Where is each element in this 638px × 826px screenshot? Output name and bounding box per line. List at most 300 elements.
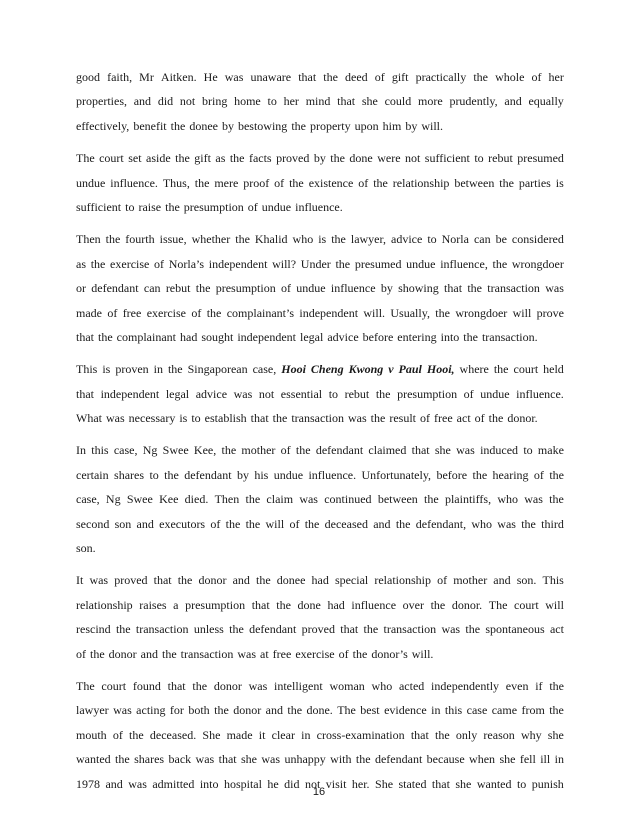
word: Then [214, 492, 240, 507]
word: by [313, 151, 326, 166]
word: induced [480, 443, 519, 458]
paragraph [76, 65, 564, 138]
word: presumed [354, 256, 402, 271]
word: he [267, 776, 279, 791]
word: defendant [249, 622, 297, 637]
word: special [334, 573, 369, 588]
word: had [327, 597, 345, 612]
word: Kee, [193, 443, 217, 458]
word: unhappy [284, 752, 326, 767]
word: who [497, 492, 518, 507]
word: is [102, 362, 111, 377]
word: It [76, 573, 84, 588]
word: over [402, 597, 424, 612]
word: who [371, 678, 393, 693]
word: the [164, 467, 179, 482]
word: the [225, 516, 241, 531]
word: Kee [159, 492, 179, 507]
word: the [256, 573, 271, 588]
word: will. [411, 646, 434, 661]
word: the [192, 678, 208, 693]
word: case, [252, 362, 277, 377]
text-line [76, 146, 564, 170]
word: where [459, 362, 489, 377]
word: undue [480, 386, 510, 401]
word: lawyer, [350, 232, 387, 247]
word: transaction [135, 622, 189, 637]
word: of [420, 411, 431, 426]
word: the [499, 175, 514, 190]
word: Kwong [348, 362, 384, 377]
word: be [495, 232, 507, 247]
text-line [76, 301, 564, 325]
word: independent [100, 386, 160, 401]
word: hearing [492, 467, 529, 482]
word: defendant [91, 281, 139, 296]
word: of [112, 727, 123, 742]
word: fourth [125, 232, 155, 247]
word: of [76, 646, 86, 661]
word: him [382, 118, 402, 133]
text-line [76, 114, 564, 138]
word: even [505, 678, 529, 693]
word: punish [531, 776, 564, 791]
word: by [221, 118, 234, 133]
word: hospital [223, 776, 262, 791]
word: shares [114, 467, 145, 482]
word: to [191, 411, 201, 426]
word: will [265, 516, 285, 531]
paragraph [76, 227, 564, 349]
word: of [274, 175, 285, 190]
word: the [289, 175, 304, 190]
word: free [272, 646, 292, 661]
word: case [466, 703, 488, 718]
word: the [304, 516, 320, 531]
word: mouth [76, 727, 107, 742]
word: admitted [152, 776, 195, 791]
word: in [153, 362, 163, 377]
word: and [504, 94, 522, 109]
word: the [214, 703, 229, 718]
word: the [430, 597, 446, 612]
word: the [245, 516, 261, 531]
word: the [335, 256, 351, 271]
word: undue [273, 467, 304, 482]
word: complainant’s [226, 305, 295, 320]
word: the [221, 443, 237, 458]
word: or [76, 281, 86, 296]
word: reason [483, 727, 515, 742]
word: had [311, 573, 329, 588]
word: Singaporean [187, 362, 248, 377]
word: case, [76, 492, 100, 507]
word: presumption [215, 281, 276, 296]
text-line [76, 406, 564, 430]
word: the [165, 199, 180, 214]
word: the [370, 411, 386, 426]
word: to [474, 151, 484, 166]
word: was [106, 411, 125, 426]
word: Then [76, 232, 101, 247]
word: mother [241, 443, 276, 458]
word: son [114, 516, 132, 531]
word: the [195, 281, 211, 296]
word: to [328, 386, 339, 401]
word: of [531, 70, 542, 84]
word: evidence [384, 703, 427, 718]
word: case, [113, 443, 138, 458]
word: the [363, 622, 379, 637]
word: Thus, [162, 175, 190, 190]
word: was [497, 516, 516, 531]
word: relationship [76, 597, 133, 612]
word: the [245, 492, 261, 507]
paragraph-gap [76, 560, 564, 568]
word: acted [398, 678, 425, 693]
word: the [323, 70, 338, 84]
word: that [251, 597, 270, 612]
word: deceased [324, 516, 368, 531]
word: aside [146, 151, 171, 166]
text-line [76, 227, 564, 251]
word: transaction [383, 622, 437, 637]
word: had [180, 329, 198, 344]
word: undue [406, 256, 436, 271]
word: the [206, 305, 222, 320]
word: she [361, 94, 378, 109]
word: bring [202, 94, 228, 109]
word: issue, [159, 232, 187, 247]
word: whether [191, 232, 231, 247]
word: the [272, 411, 288, 426]
word: second [76, 516, 110, 531]
word: Paul [398, 362, 422, 377]
word: in [301, 727, 311, 742]
word: by [236, 467, 249, 482]
word: the [549, 467, 564, 482]
text-line [76, 89, 564, 113]
word: she [434, 443, 451, 458]
word: the [177, 573, 193, 588]
word: that [153, 573, 172, 588]
word: Under [300, 256, 331, 271]
word: relationship [374, 573, 432, 588]
word: not [179, 94, 196, 109]
word: in [431, 703, 441, 718]
word: she [241, 752, 257, 767]
word: of [280, 443, 291, 458]
word: of [210, 516, 221, 531]
word: What [76, 411, 102, 426]
word: good [76, 70, 100, 84]
word: third [541, 516, 564, 531]
word: rebut [488, 151, 513, 166]
word: the [98, 329, 113, 344]
text-line [76, 723, 564, 747]
word: proved [301, 622, 335, 637]
word: that [411, 443, 430, 458]
paragraph [76, 146, 564, 219]
word: transaction [291, 411, 344, 426]
text-line [76, 568, 564, 592]
word: that [250, 411, 269, 426]
word: that [218, 752, 237, 767]
word: mere [214, 175, 239, 190]
word: the [352, 646, 368, 661]
word: Norla [441, 232, 469, 247]
word: Hooi [281, 362, 306, 377]
word: influence. [516, 386, 564, 401]
word: equally [528, 94, 564, 109]
word: 1978 [76, 776, 100, 791]
word: Mr [139, 70, 154, 84]
word: was [113, 703, 132, 718]
text-line [76, 382, 564, 406]
word: is [318, 232, 327, 247]
word: independent [299, 305, 359, 320]
paragraph [76, 568, 564, 666]
word: a [173, 597, 179, 612]
word: not [404, 151, 421, 166]
word: and [232, 573, 250, 588]
word: donee [189, 118, 218, 133]
word: was [237, 646, 256, 661]
word: claim [266, 492, 294, 507]
word: will [512, 305, 532, 320]
word: the [472, 467, 488, 482]
paragraph-gap [76, 219, 564, 227]
word: her [548, 70, 564, 84]
word: home [234, 94, 261, 109]
word: by [380, 281, 393, 296]
word: independent [237, 329, 296, 344]
paragraph-gap [76, 349, 564, 357]
word: visit [325, 776, 347, 791]
word: the [331, 232, 346, 247]
word: influence [330, 281, 376, 296]
word: who [292, 232, 314, 247]
word: stated [398, 776, 427, 791]
word: advice [327, 329, 359, 344]
word: donor. [507, 411, 538, 426]
word: proved [114, 573, 148, 588]
word: presumption [185, 597, 246, 612]
word: into [440, 329, 460, 344]
word: showing [398, 281, 439, 296]
word: prudently, [449, 94, 498, 109]
word: set [128, 151, 142, 166]
word: prove [536, 305, 564, 320]
word: the [424, 492, 439, 507]
word: defendant [315, 443, 364, 458]
word: raises [139, 597, 167, 612]
word: of [463, 386, 474, 401]
word: at [260, 646, 269, 661]
word: is [179, 411, 188, 426]
word: son. [76, 541, 96, 556]
word: advice [391, 232, 423, 247]
word: acting [136, 703, 166, 718]
word: to [523, 443, 533, 458]
word: was [233, 386, 253, 401]
word: why [520, 727, 542, 742]
word: the [549, 492, 564, 507]
word: was [348, 411, 367, 426]
word: the [175, 151, 190, 166]
word: mother [453, 573, 488, 588]
word: upon [354, 118, 379, 133]
word: when [469, 752, 496, 767]
word: undue [76, 175, 106, 190]
word: donor [198, 573, 227, 588]
word: the [105, 232, 121, 247]
word: if [535, 678, 543, 693]
paragraph [76, 438, 564, 560]
word: Khalid [254, 232, 288, 247]
paragraph-gap [76, 138, 564, 146]
word: donor. [451, 597, 483, 612]
word: court [514, 597, 539, 612]
word: both [188, 703, 210, 718]
word: influence, [440, 256, 488, 271]
word: who [471, 516, 493, 531]
word: to [125, 199, 135, 214]
word: it [258, 727, 266, 742]
word: rebut [165, 281, 191, 296]
word: sought [201, 329, 234, 344]
word: of [191, 305, 202, 320]
word: sufficient [76, 199, 122, 214]
word: deed [345, 70, 368, 84]
word: Hooi, [426, 362, 455, 377]
word: presumed [517, 151, 564, 166]
word: more [418, 94, 443, 109]
word: the [291, 118, 306, 133]
word: that [298, 70, 317, 84]
word: wrongdoer [511, 256, 564, 271]
word: between [377, 492, 418, 507]
word: wrongdoer [455, 305, 508, 320]
word: that [431, 776, 450, 791]
word: rebut [344, 386, 370, 401]
word: with [330, 752, 352, 767]
word: defendant, [415, 516, 467, 531]
word: the [235, 232, 250, 247]
word: influence. [110, 175, 158, 190]
word: son. [516, 573, 537, 588]
word: legal [165, 386, 190, 401]
word: donor [213, 678, 242, 693]
word: exercise [146, 305, 186, 320]
word: was [456, 443, 475, 458]
word: essential [280, 386, 323, 401]
word: bestowing [237, 118, 288, 133]
text-line [76, 747, 564, 771]
word: of [358, 175, 369, 190]
word: the [493, 362, 509, 377]
word: the [549, 703, 564, 718]
word: of [374, 70, 385, 84]
word: He [203, 70, 218, 84]
word: to [149, 467, 159, 482]
word: rescind [76, 622, 111, 637]
word: The [488, 597, 508, 612]
word: deceased. [149, 727, 197, 742]
word: In [76, 443, 86, 458]
text-line [76, 325, 564, 349]
word: The [337, 703, 356, 718]
word: the [473, 70, 488, 84]
word: because [426, 752, 465, 767]
word: between [454, 175, 495, 190]
word: the [229, 622, 244, 637]
word: legal [300, 329, 324, 344]
page-number: 16 [312, 786, 326, 798]
word: necessary [128, 411, 176, 426]
word: proven [115, 362, 149, 377]
word: of [338, 646, 349, 661]
word: her. [351, 776, 370, 791]
word: continued [324, 492, 372, 507]
word: to [267, 94, 277, 109]
word: as [76, 256, 86, 271]
word: plaintiffs, [444, 492, 492, 507]
word: of [437, 573, 448, 588]
word: this [444, 703, 463, 718]
word: the [375, 386, 391, 401]
text-line [76, 276, 564, 300]
word: the [465, 622, 481, 637]
word: facts [248, 151, 272, 166]
word: claimed [368, 443, 407, 458]
word: defendant [374, 752, 423, 767]
body-text [76, 65, 564, 796]
word: faith, [107, 70, 133, 84]
word: exercise [110, 256, 150, 271]
word: of [154, 256, 165, 271]
word: the [435, 305, 450, 320]
word: not [258, 386, 275, 401]
word: is [555, 175, 564, 190]
word: that [167, 678, 186, 693]
word: not [304, 776, 321, 791]
word: of [247, 199, 258, 214]
word: was [195, 752, 215, 767]
word: v [388, 362, 394, 377]
word: for [169, 703, 184, 718]
word: before [362, 329, 394, 344]
word: can [143, 281, 161, 296]
word: the [229, 151, 245, 166]
text-line [76, 171, 564, 195]
word: in [554, 752, 564, 767]
word: mind [305, 94, 331, 109]
word: Usually, [390, 305, 430, 320]
word: made [76, 305, 102, 320]
word: proof [243, 175, 270, 190]
word: that [76, 329, 94, 344]
word: independent [208, 256, 268, 271]
paragraph [76, 357, 564, 430]
word: intelligent [274, 678, 323, 693]
word: and [493, 573, 511, 588]
word: establish [204, 411, 247, 426]
word: advice [195, 386, 228, 401]
word: that [444, 281, 463, 296]
paragraph [76, 674, 564, 796]
word: Ng [142, 443, 158, 458]
